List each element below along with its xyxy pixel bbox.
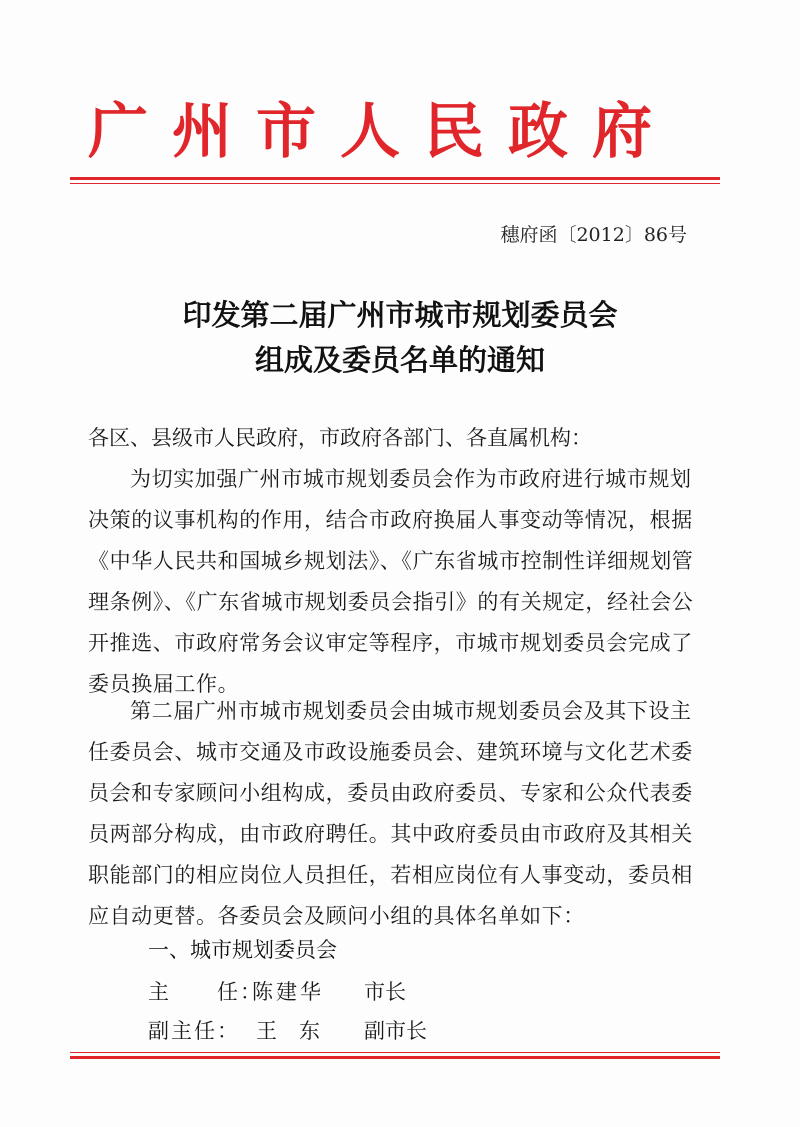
body-paragraph-1: 为切实加强广州市城市规划委员会作为市政府进行城市规划决策的议事机构的作用，结合市政府换届人事变动等情况，根据《中华人民共和国城乡规划法》、《广东省城市控制性详细规划管理条例》、《广东省城市规划委员会指引》的有关规定，经社会公开推选、市政府常务会议审定等程序，市城市规划委员会完成了委员换届工作。 — [88, 467, 694, 696]
document-title-line-1: 印发第二届广州市城市规划委员会 — [182, 298, 618, 332]
roster-position: 市长 — [364, 980, 406, 1004]
issuing-authority-title: 广州市人民政府 — [88, 97, 676, 167]
header-red-rule-thin — [70, 183, 720, 184]
roster-name: 陈建华 — [252, 980, 324, 1004]
section-heading: 一、城市规划委员会 — [148, 938, 337, 962]
body-paragraph-2: 第二届广州市城市规划委员会由城市规划委员会及其下设主任委员会、城市交通及市政设施委员会、建筑环境与文化艺术委员会和专家顾问小组构成，委员由政府委员、专家和公众代表委员两部分构成，由市政府聘任。其中政府委员由市政府及其相关职能部门的相应岗位人员担任，若相应岗位有人事变动，委员相应自动更替。各委员会及顾问小组的具体名单如下： — [88, 699, 693, 928]
footer-red-rule-thick — [70, 1056, 720, 1059]
roster-role: 主 任： — [148, 980, 263, 1004]
document-number: 穗府函〔2012〕86号 — [500, 224, 687, 246]
header-red-rule-thick — [70, 177, 720, 180]
footer-red-rule-thin — [70, 1052, 720, 1053]
addressee-line: 各区、县级市人民政府，市政府各部门、各直属机构： — [88, 426, 592, 450]
document-title-line-2: 组成及委员名单的通知 — [254, 343, 545, 377]
roster-role: 副主任： — [148, 1019, 240, 1043]
roster-position: 副市长 — [364, 1019, 427, 1043]
roster-name: 王东 — [256, 1019, 342, 1043]
